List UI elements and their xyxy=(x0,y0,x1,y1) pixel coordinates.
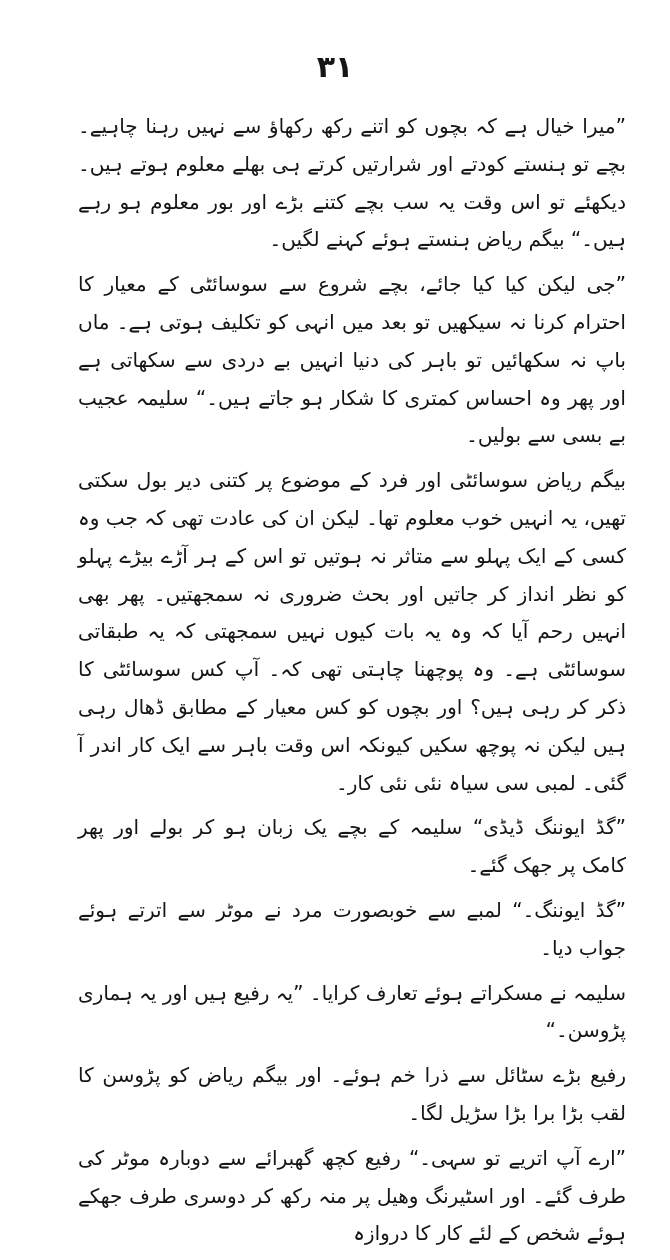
paragraph: ”گڈ ایوننگ۔“ لمبے سے خوبصورت مرد نے موٹر سے اترتے ہوئے جواب دیا۔ xyxy=(78,897,626,960)
page-number: ۳۱ xyxy=(316,50,354,85)
paragraph: سلیمہ نے مسکراتے ہوئے تعارف کرایا۔ ”یہ رفیع ہیں اور یہ ہماری پڑوسن۔“ xyxy=(78,980,626,1043)
paragraph: رفیع بڑے سٹائل سے ذرا خم ہوئے۔ اور بیگم ریاض کو پڑوسن کا لقب بڑا برا بڑا سڑیل لگا۔ xyxy=(78,1063,626,1125)
page-body xyxy=(78,108,626,1260)
paragraph: ”ارے آپ اتریے تو سہی۔“ رفیع کچھ گھبرائے سے دوبارہ موٹر کی طرف گئے۔ اور اسٹیرنگ وھیل پر منہ رکھ کر دوسری طرف جھکے ہوئے شخص کے لئے کار کا دروازہ xyxy=(78,1145,626,1246)
paragraph: بیگم ریاض سوسائٹی اور فرد کے موضوع پر کتنی دیر بول سکتی تھیں، یہ انہیں خوب معلوم تھا۔ لیکن ان کی عادت تھی کہ جب وہ کسی کے ایک پہلو سے متاثر نہ ہوتیں تو اس کے ہر آڑے بیڑے پہلو کو نظر انداز کر جاتیں اور بحث ضروری نہ سمجھتیں۔ پھر بھی انہیں رحم آیا کہ وہ یہ بات کیوں نہیں سمجھتی کہ یہ طبقاتی سوسائٹی ہے۔ وہ پوچھنا چاہتی تھی کہ۔ آپ کس سوسائٹی کا ذکر کر رہی ہیں؟ اور بچوں کو کس معیار کے مطابق ڈھال رہی ہیں لیکن نہ پوچھ سکیں کیونکہ اس وقت باہر سے ایک کار اندر آ گئی۔ لمبی سی سیاہ نئی نئی کار۔ xyxy=(78,468,626,795)
paragraph: ”میرا خیال ہے کہ بچوں کو اتنے رکھ رکھاؤ سے نہیں رہنا چاہیے۔ بچے تو ہنستے کودتے اور شرارتیں کرتے ہی بھلے معلوم ہوتے ہیں۔ دیکھئے تو اس وقت یہ سب بچے کتنے بڑے اور بور معلوم ہو رہے ہیں۔“ بیگم ریاض ہنستے ہوئے کہنے لگیں۔ xyxy=(78,114,626,252)
paragraph: ”جی لیکن کیا کیا جائے، بچے شروع سے سوسائٹی کے معیار کا احترام کرنا نہ سیکھیں تو بعد میں انہی کو تکلیف ہوتی ہے۔ ماں باپ نہ سکھائیں تو باہر کی دنیا انہیں بے دردی سے سکھاتی ہے اور پھر وہ احساس کمتری کا شکار ہو جاتے ہیں۔“ سلیمہ عجیب بے بسی سے بولیں۔ xyxy=(78,272,626,448)
paragraph: ”گڈ ایوننگ ڈیڈی“ سلیمہ کے بچے یک زبان ہو کر بولے اور پھر کامک پر جھک گئے۔ xyxy=(78,815,626,878)
